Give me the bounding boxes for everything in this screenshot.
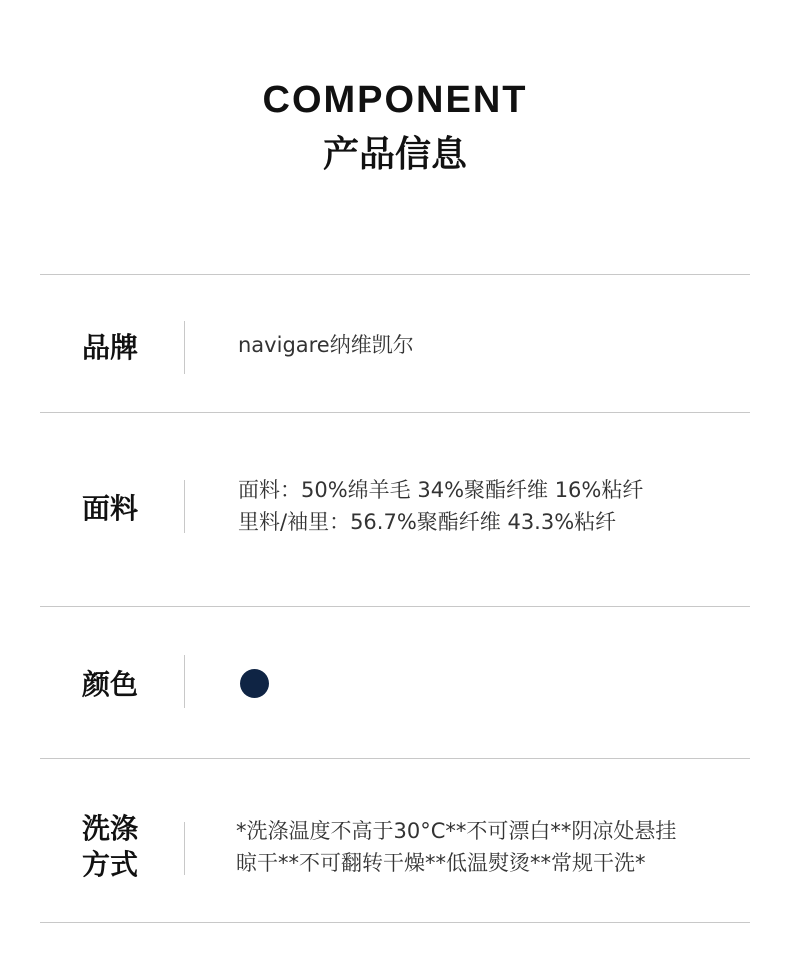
color-row bbox=[40, 607, 750, 758]
brand-value: navigare纳维凯尔 bbox=[238, 333, 414, 357]
divider bbox=[40, 922, 750, 923]
brand-label: 品牌 bbox=[82, 331, 139, 364]
brand-row bbox=[40, 275, 750, 412]
fabric-value-line-1: 面料：50%绵羊毛 34%聚酯纤维 16%粘纤 bbox=[238, 478, 644, 502]
fabric-row bbox=[40, 413, 750, 606]
row-separator bbox=[184, 480, 185, 533]
fabric-value-line-2: 里料/袖里：56.7%聚酯纤维 43.3%粘纤 bbox=[238, 510, 617, 534]
header bbox=[0, 78, 790, 176]
page-title-cn: 产品信息 bbox=[322, 134, 467, 175]
row-separator bbox=[184, 822, 185, 875]
page-title-en: COMPONENT bbox=[262, 79, 528, 121]
washing-row bbox=[40, 759, 750, 923]
color-label: 颜色 bbox=[82, 668, 139, 701]
washing-label-line-1: 洗涤 bbox=[82, 812, 139, 845]
row-separator bbox=[184, 655, 185, 708]
fabric-label: 面料 bbox=[82, 492, 139, 525]
row-separator bbox=[184, 321, 185, 374]
washing-value-line-1: *洗涤温度不高于30°C**不可漂白**阴凉处悬挂 bbox=[236, 819, 677, 843]
color-swatch bbox=[240, 669, 269, 698]
washing-label-line-2: 方式 bbox=[82, 848, 139, 881]
washing-value-line-2: 晾干**不可翻转干燥**低温熨烫**常规干洗* bbox=[236, 851, 646, 875]
